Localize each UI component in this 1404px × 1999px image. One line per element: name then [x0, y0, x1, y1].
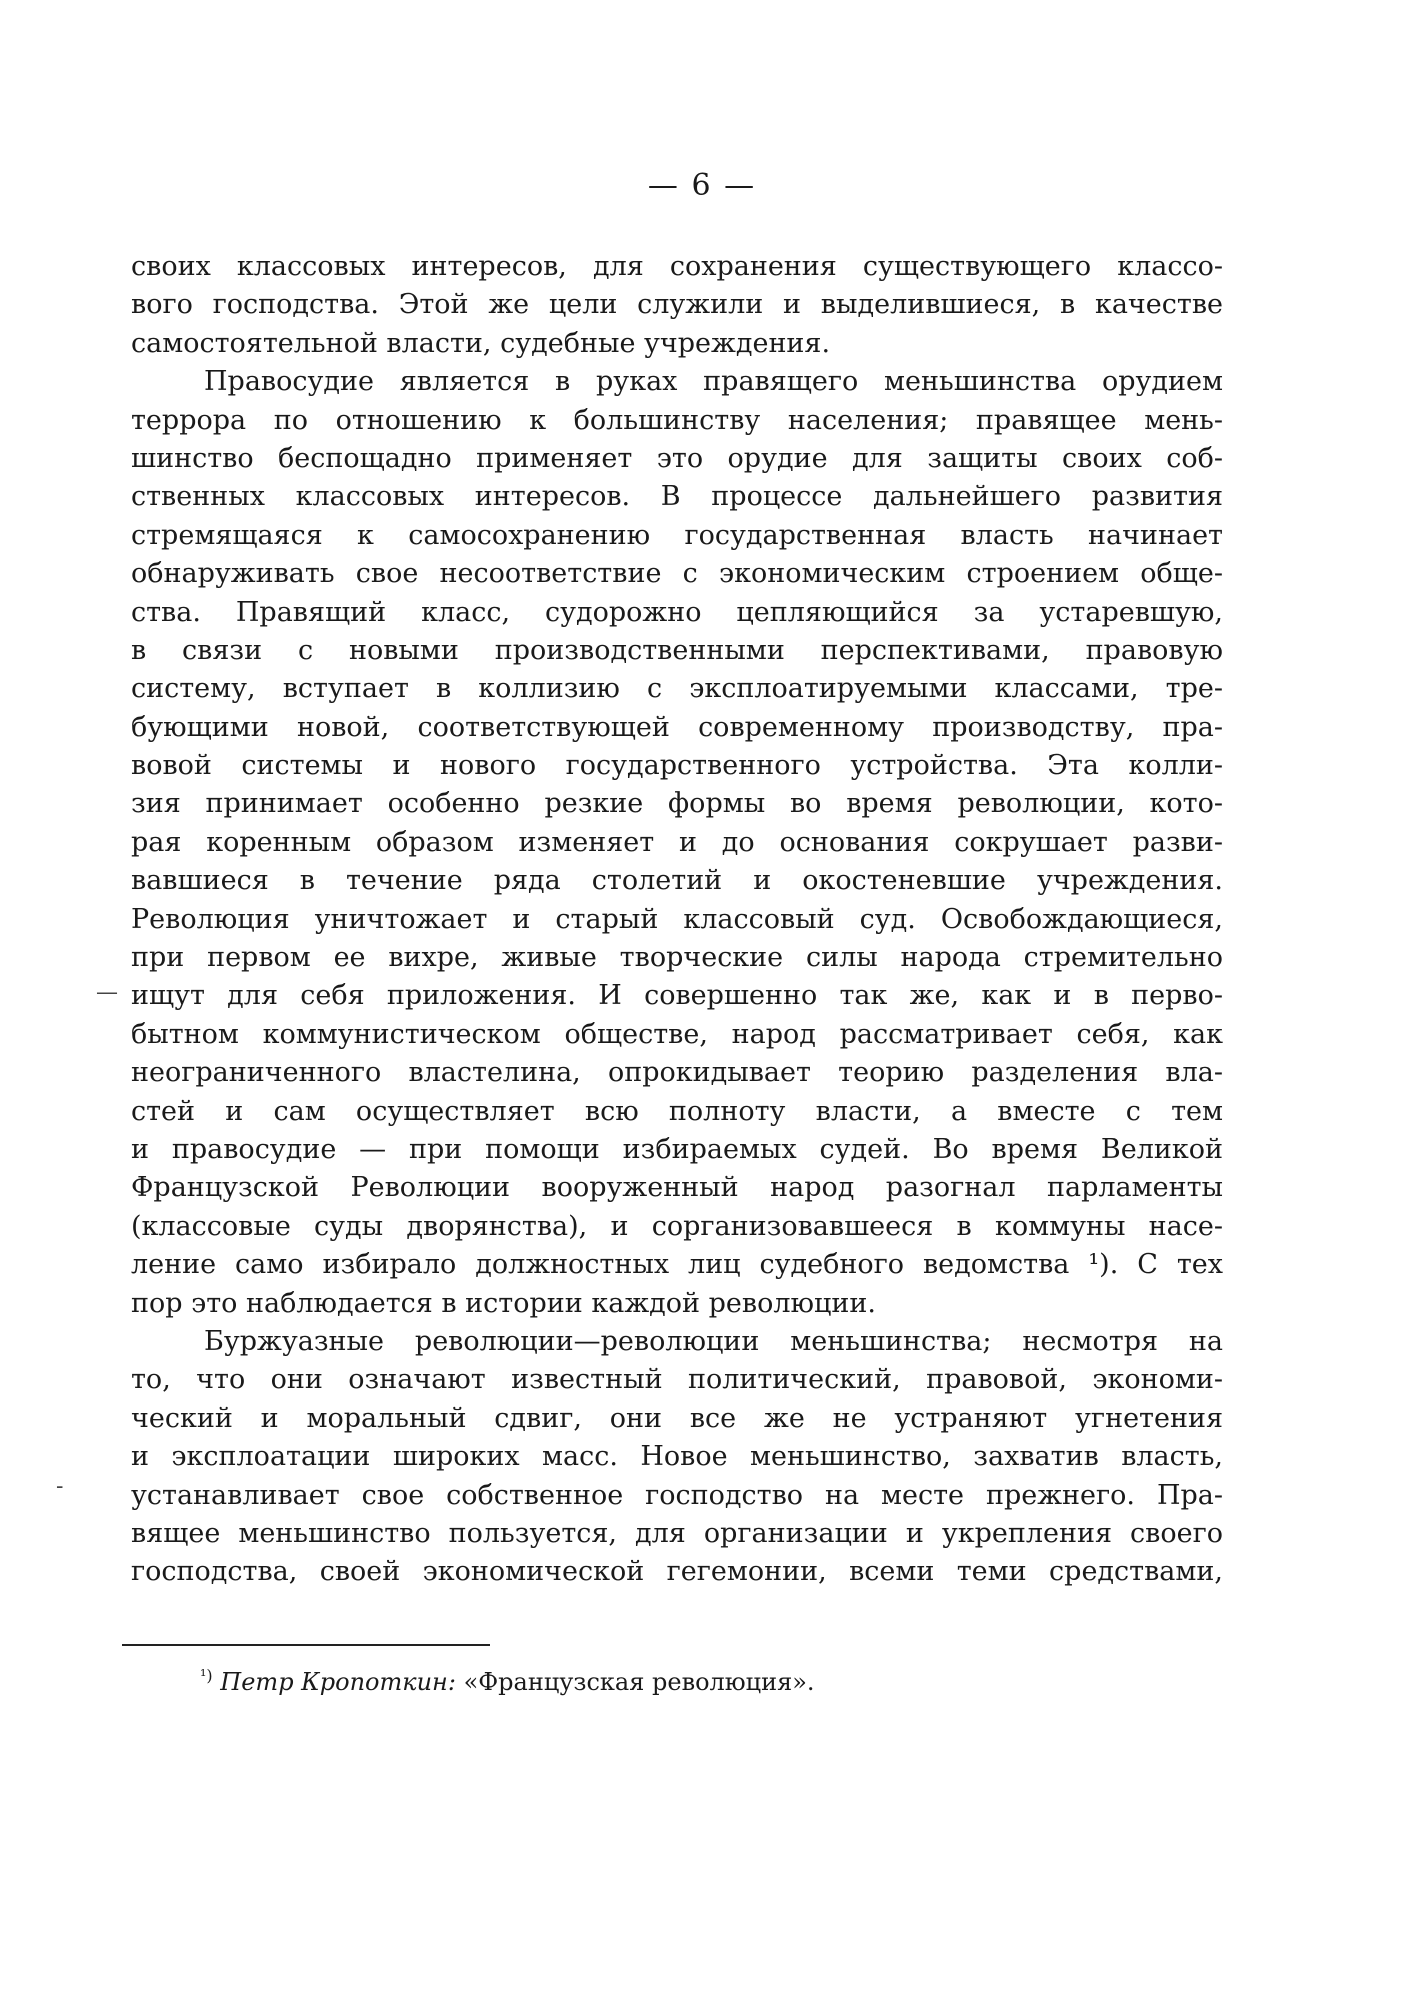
text-line: самостоятельной власти, судебные учреждения. — [131, 327, 831, 359]
footnote-author: Петр Кропоткин: — [220, 1668, 456, 1696]
text-line: рая коренным образом изменяет и до основания сокрушает разви- — [131, 826, 1223, 858]
text-line: Французской Революции вооруженный народ разогнал парламенты — [131, 1172, 1223, 1204]
text-line: ческий и моральный сдвиг, они все же не устраняют угнетения — [131, 1402, 1223, 1434]
text-line: обнаруживать свое несоответствие с экономическим строением обще- — [131, 558, 1223, 590]
text-line: зия принимает особенно резкие формы во время революции, кото- — [131, 788, 1223, 820]
text-line: вовой системы и нового государственного устройства. Эта колли- — [131, 750, 1223, 782]
text-line: при первом ее вихре, живые творческие силы народа стремительно — [131, 942, 1223, 974]
text-line: вящее меньшинство пользуется, для организации и укрепления своего — [131, 1517, 1223, 1549]
text-line: господства, своей экономической гегемонии, всеми теми средствами, — [131, 1556, 1223, 1588]
text-line: то, что они означают известный политический, правовой, экономи- — [131, 1364, 1223, 1396]
footnote-divider — [122, 1644, 490, 1646]
text-line: своих классовых интересов, для сохранения существующего классо- — [131, 251, 1223, 282]
text-line: (классовые суды дворянства), и сорганизовавшееся в коммуны насе- — [131, 1210, 1223, 1242]
text-line: Правосудие является в руках правящего меньшинства орудием — [204, 366, 1223, 398]
text-line: бытном коммунистическом обществе, народ рассматривает себя, как — [131, 1018, 1223, 1050]
text-line: неограниченного властелина, опрокидывает теорию разделения вла- — [131, 1057, 1223, 1089]
page-number: — 6 — — [647, 168, 757, 203]
text-line: и эксплоатации широких масс. Новое меньшинство, захватив власть, — [131, 1441, 1223, 1473]
text-line: шинство беспощадно применяет это орудие для защиты своих соб- — [131, 442, 1223, 474]
footnote-title: «Французская революция». — [463, 1668, 815, 1696]
text-line: Революция уничтожает и старый классовый суд. Освобождающиеся, — [131, 903, 1223, 935]
margin-mark: - — [56, 1474, 64, 1499]
text-line: террора по отношению к большинству населения; правящее мень- — [131, 404, 1223, 436]
text-line: систему, вступает в коллизию с эксплоатируемыми классами, тре- — [131, 673, 1223, 705]
text-line: устанавливает свое собственное господство на месте прежнего. Пра- — [131, 1479, 1223, 1511]
text-line: вавшиеся в течение ряда столетий и окостеневшие учреждения. — [131, 865, 1223, 897]
text-line: ства. Правящий класс, судорожно цепляющийся за устаревшую, — [131, 596, 1223, 628]
text-line: ищут для себя приложения. И совершенно так же, как и в перво- — [131, 980, 1223, 1012]
text-line: Буржуазные революции—революции меньшинства; несмотря на — [204, 1325, 1223, 1357]
margin-mark: — — [96, 980, 118, 1005]
body-text — [131, 248, 1223, 1592]
text-line: ственных классовых интересов. В процессе дальнейшего развития — [131, 481, 1223, 513]
text-line: ление само избирало должностных лиц судебного ведомства ¹). С тех — [131, 1249, 1223, 1281]
footnote-marker: ¹) — [200, 1666, 213, 1685]
text-line: бующими новой, соответствующей современному производству, пра- — [131, 711, 1223, 743]
text-line: в связи с новыми производственными перспективами, правовую — [131, 634, 1223, 666]
text-line: стремящаяся к самосохранению государственная власть начинает — [131, 519, 1223, 551]
text-line: вого господства. Этой же цели служили и выделившиеся, в качестве — [131, 289, 1223, 321]
text-line: пор это наблюдается в истории каждой революции. — [131, 1287, 876, 1319]
footnote — [200, 1665, 815, 1699]
text-line: стей и сам осуществляет всю полноту власти, а вместе с тем — [131, 1095, 1223, 1127]
text-line: и правосудие — при помощи избираемых судей. Во время Великой — [131, 1133, 1223, 1165]
